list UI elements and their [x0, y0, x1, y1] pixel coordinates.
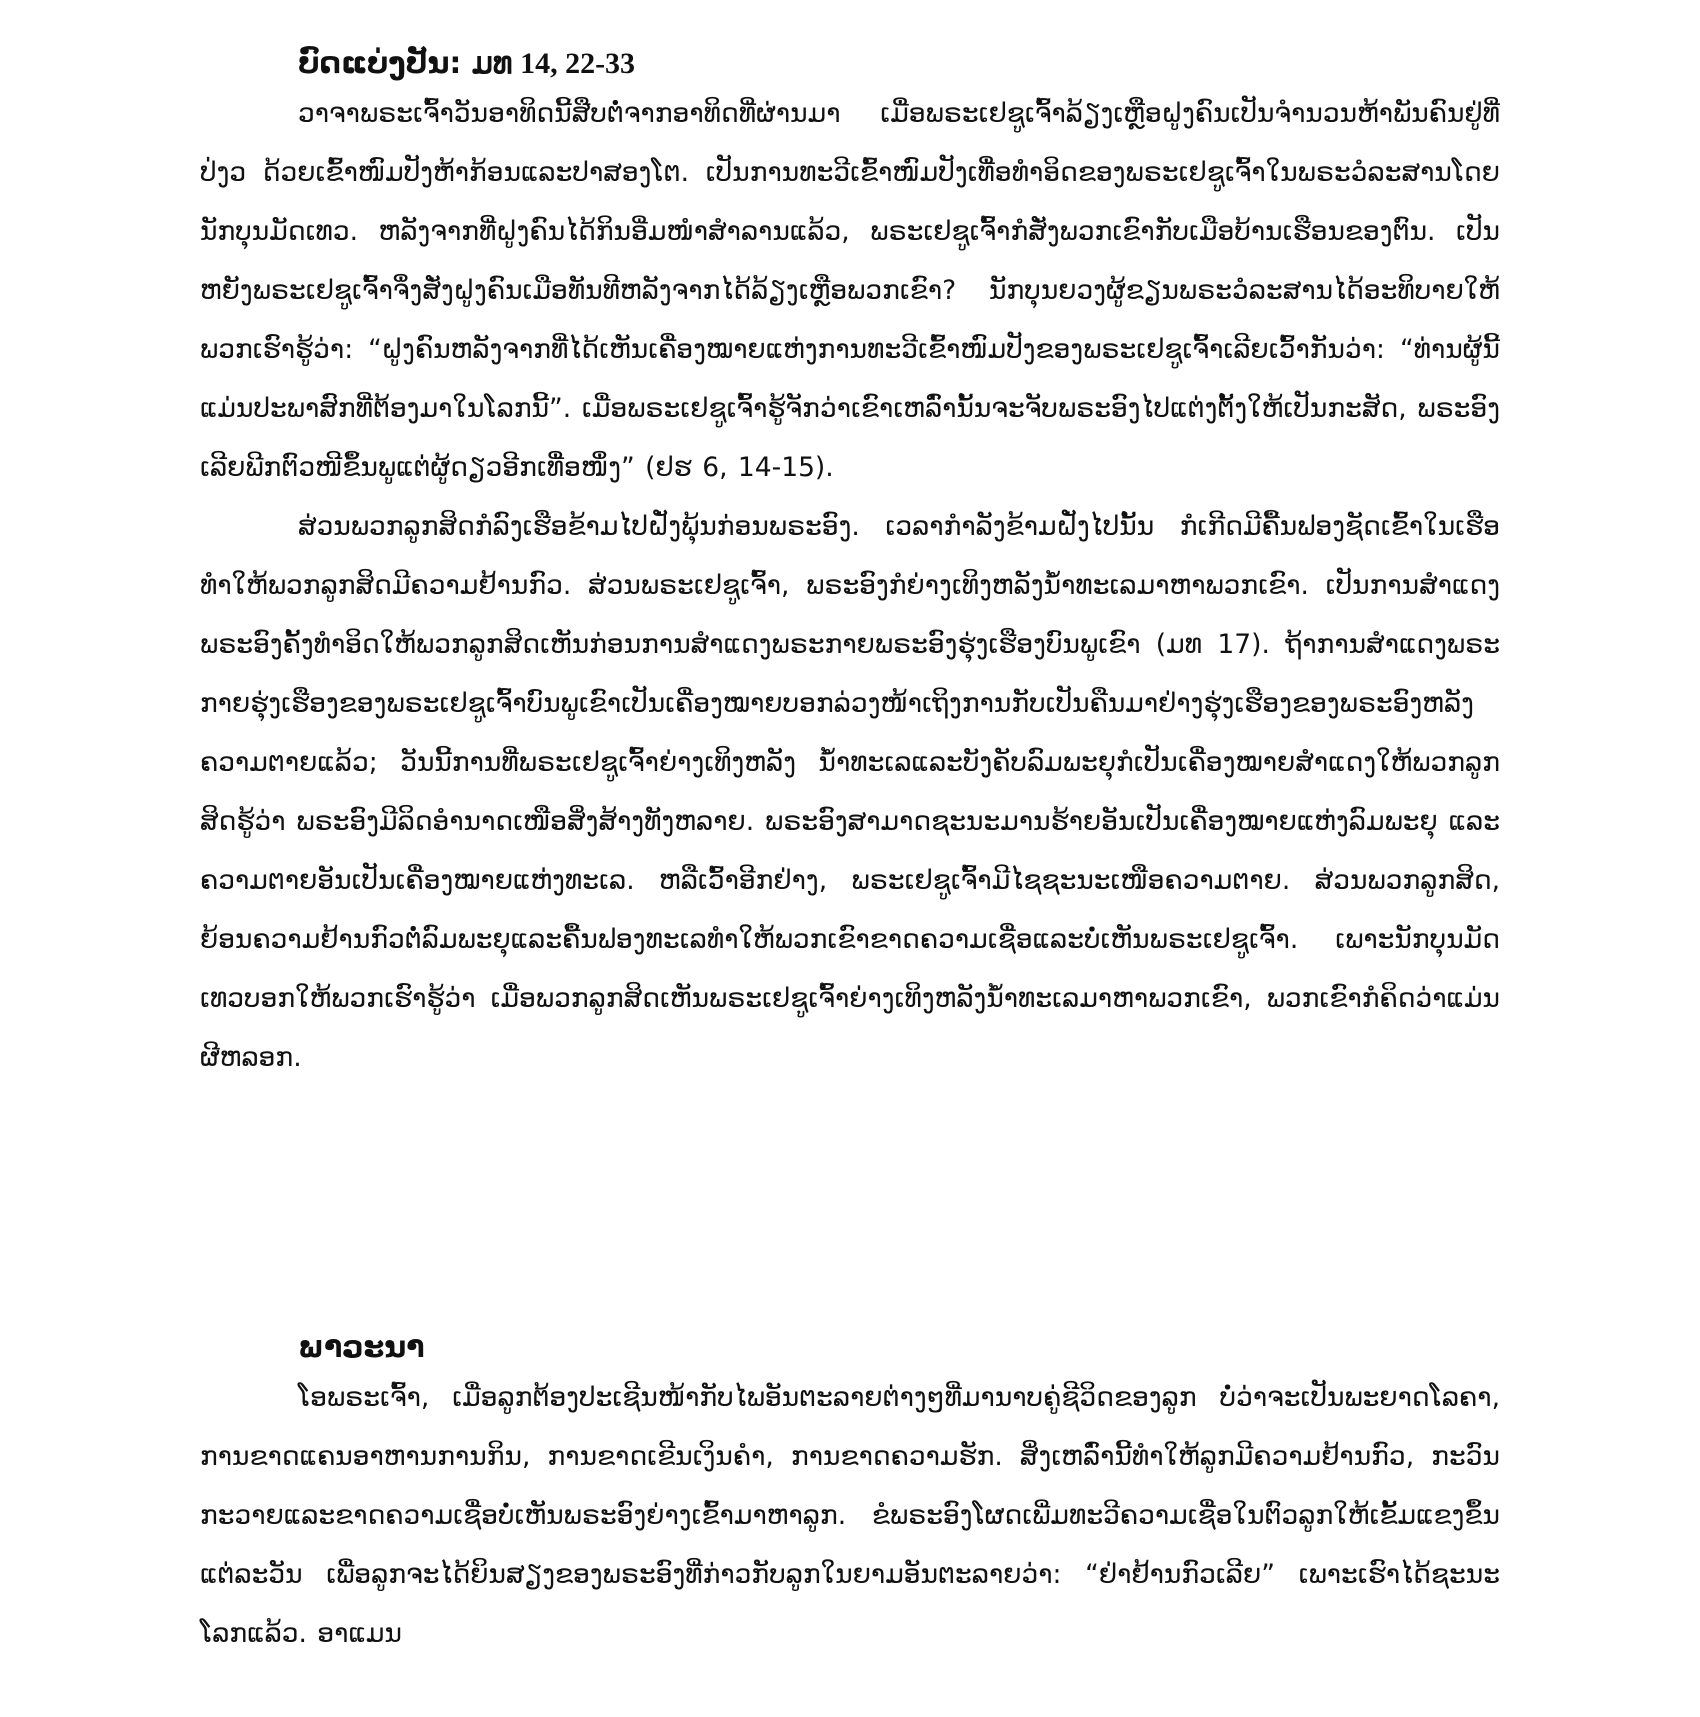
prayer-paragraph: ໂອພຣະເຈົ້າ, ເມື່ອລູກຕ້ອງປະເຊີນໜ້າກັບໄພອັນຕະລາຍຕ່າງໆທີ່ມານາບຄູ່ຊີວິດຂອງລູກ ບໍ່ວ່າຈະເປັນພະຍາດໂລຄາ, ການຂາດແຄນອາຫານການກິນ, ການຂາດເຂີນເງິນຄຳ, ການຂາດຄວາມຮັກ. ສິ່ງເຫລົ່ານີ້ທຳໃຫ້ລູກມີຄວາມຢ້ານກົວ, ກະວົນກະວາຍແລະຂາດຄວາມເຊື່ອບໍ່ເຫັນພຣະອົງຍ່າງເຂົ້າມາຫາລູກ. ຂໍພຣະອົງໂຜດເພີ່ມທະວີຄວາມເຊື່ອໃນຕົວລູກໃຫ້ເຂັ້ມແຂງຂຶ້ນແຕ່ລະວັນ ເພື່ອລູກຈະໄດ້ຍິນສຽງຂອງພຣະອົງທີ່ກ່າວກັບລູກໃນຍາມອັນຕະລາຍວ່າ: “ຢ່າຢ້ານກົວເລີຍ” ເພາະເຮົາໄດ້ຊະນະໂລກແລ້ວ. ອາແມນ	[200, 1382, 1500, 1649]
reading-paragraph-1: ວາຈາພຣະເຈົ້າວັນອາທິດນີ້ສືບຕໍ່ຈາກອາທິດທີ່ຜ່ານມາ ເມື່ອພຣະເຢຊູເຈົ້າລ້ຽງເຫຼືອຝູງຄົນເປັນຈຳນວນຫ້າພັນຄົນຢູ່ທີ່ປ່ງວ ດ້ວຍເຂົ້າໜົມປັງຫ້າກ້ອນແລະປາສອງໂຕ. ເປັນການທະວີເຂົ້າໜົມປັງເທື່ອທຳອິດຂອງພຣະເຢຊູເຈົ້າໃນພຣະວໍລະສານໂດຍນັກບຸນມັດເທວ. ຫລັງຈາກທີ່ຝູງຄົນໄດ້ກິນອີ່ມໜຳສຳລານແລ້ວ, ພຣະເຢຊູເຈົ້າກໍສັ່ງພວກເຂົາກັບເມືອບ້ານເຮືອນຂອງຕົນ. ເປັນຫຍັງພຣະເຢຊູເຈົ້າຈຶ່ງສັ່ງຝູງຄົນເມືອທັນທີຫລັງຈາກໄດ້ລ້ຽງເຫຼືອພວກເຂົາ? ນັກບຸນຍວງຜູ້ຂຽນພຣະວໍລະສານໄດ້ອະທິບາຍໃຫ້ພວກເຮົາຮູ້ວ່າ: “ຝູງຄົນຫລັງຈາກທີ່ໄດ້ເຫັນເຄື່ອງໝາຍແຫ່ງການທະວີເຂົ້າໜົມປັງຂອງພຣະເຢຊູເຈົ້າເລີຍເວົ້າກັນວ່າ: “ທ່ານຜູ້ນີ້ແມ່ນປະພາສົກທີ່ຕ້ອງມາໃນໂລກນີ້”. ເມື່ອພຣະເຢຊູເຈົ້າຮູ້ຈັກວ່າເຂົາເຫລົ່ານັ້ນຈະຈັບພຣະອົງໄປແຕ່ງຕັ້ງໃຫ້ເປັນກະສັດ, ພຣະອົງເລີຍພີກຕົວໜີຂຶ້ນພູແຕ່ຜູ້ດຽວອີກເທື່ອໜຶ່ງ” (ຢຮ 6, 14-15).	[200, 98, 1500, 483]
reading-paragraph-2: ສ່ວນພວກລູກສິດກໍລົງເຮືອຂ້າມໄປຝັ່ງພຸ້ນກ່ອນພຣະອົງ. ເວລາກຳລັງຂ້າມຝັ່ງໄປນັ້ນ ກໍເກີດມີຄື້ນຟອງຊັດເຂົ້າໃນເຮືອທຳໃຫ້ພວກລູກສິດມີຄວາມຢ້ານກົວ. ສ່ວນພຣະເຢຊູເຈົ້າ, ພຣະອົງກໍຍ່າງເທິງຫລັງນ້ຳທະເລມາຫາພວກເຂົາ. ເປັນການສຳແດງພຣະອົງຄັ້ງທຳອິດໃຫ້ພວກລູກສິດເຫັນກ່ອນການສຳແດງພຣະກາຍພຣະອົງຮຸ່ງເຮືອງບົນພູເຂົາ (ມທ 17). ຖ້າການສຳແດງພຣະກາຍຮຸ່ງເຮືອງຂອງພຣະເຢຊູເຈົ້າບົນພູເຂົາເປັນເຄື່ອງໝາຍບອກລ່ວງໜ້າເຖິງການກັບເປັນຄືນມາຢ່າງຮຸ່ງເຮືອງຂອງພຣະອົງຫລັງຄວາມຕາຍແລ້ວ; ວັນນີ້ການທີ່ພຣະເຢຊູເຈົ້າຍ່າງເທິງຫລັງ ນ້ຳທະເລແລະບັງຄັບລົມພະຍຸກໍເປັນເຄື່ອງໝາຍສຳແດງໃຫ້ພວກລູກສິດຮູ້ວ່າ ພຣະອົງມີລິດອຳນາດເໜືອສິ່ງສ້າງທັງຫລາຍ. ພຣະອົງສາມາດຊະນະມານຮ້າຍອັນເປັນເຄື່ອງໝາຍແຫ່ງລົມພະຍຸ ແລະຄວາມຕາຍອັນເປັນເຄື່ອງໝາຍແຫ່ງທະເລ. ຫລືເວົ້າອີກຢ່າງ, ພຣະເຢຊູເຈົ້າມີໄຊຊະນະເໜືອຄວາມຕາຍ. ສ່ວນພວກລູກສິດ, ຍ້ອນຄວາມຢ້ານກົວຕໍ່ລົມພະຍຸແລະຄື້ນຟອງທະເລທຳໃຫ້ພວກເຂົາຂາດຄວາມເຊື່ອແລະບໍ່ເຫັນພຣະເຢຊູເຈົ້າ. ເພາະນັກບຸນມັດເທວບອກໃຫ້ພວກເຮົາຮູ້ວ່າ ເມື່ອພວກລູກສິດເຫັນພຣະເຢຊູເຈົ້າຍ່າງເທິງຫລັງນ້ຳທະເລມາຫາພວກເຂົາ, ພວກເຂົາກໍຄິດວ່າແມ່ນຜີຫລອກ.	[200, 511, 1500, 1073]
reading-heading	[200, 44, 1500, 84]
reading-title-label: ບົດແບ່ງປັນ:	[298, 46, 462, 81]
prayer-section	[200, 1328, 1500, 1663]
prayer-heading: ພາວະນາ	[298, 1330, 425, 1365]
reading-scripture-reference: ມທ 14, 22-33	[471, 47, 636, 80]
reading-section	[200, 44, 1500, 1087]
